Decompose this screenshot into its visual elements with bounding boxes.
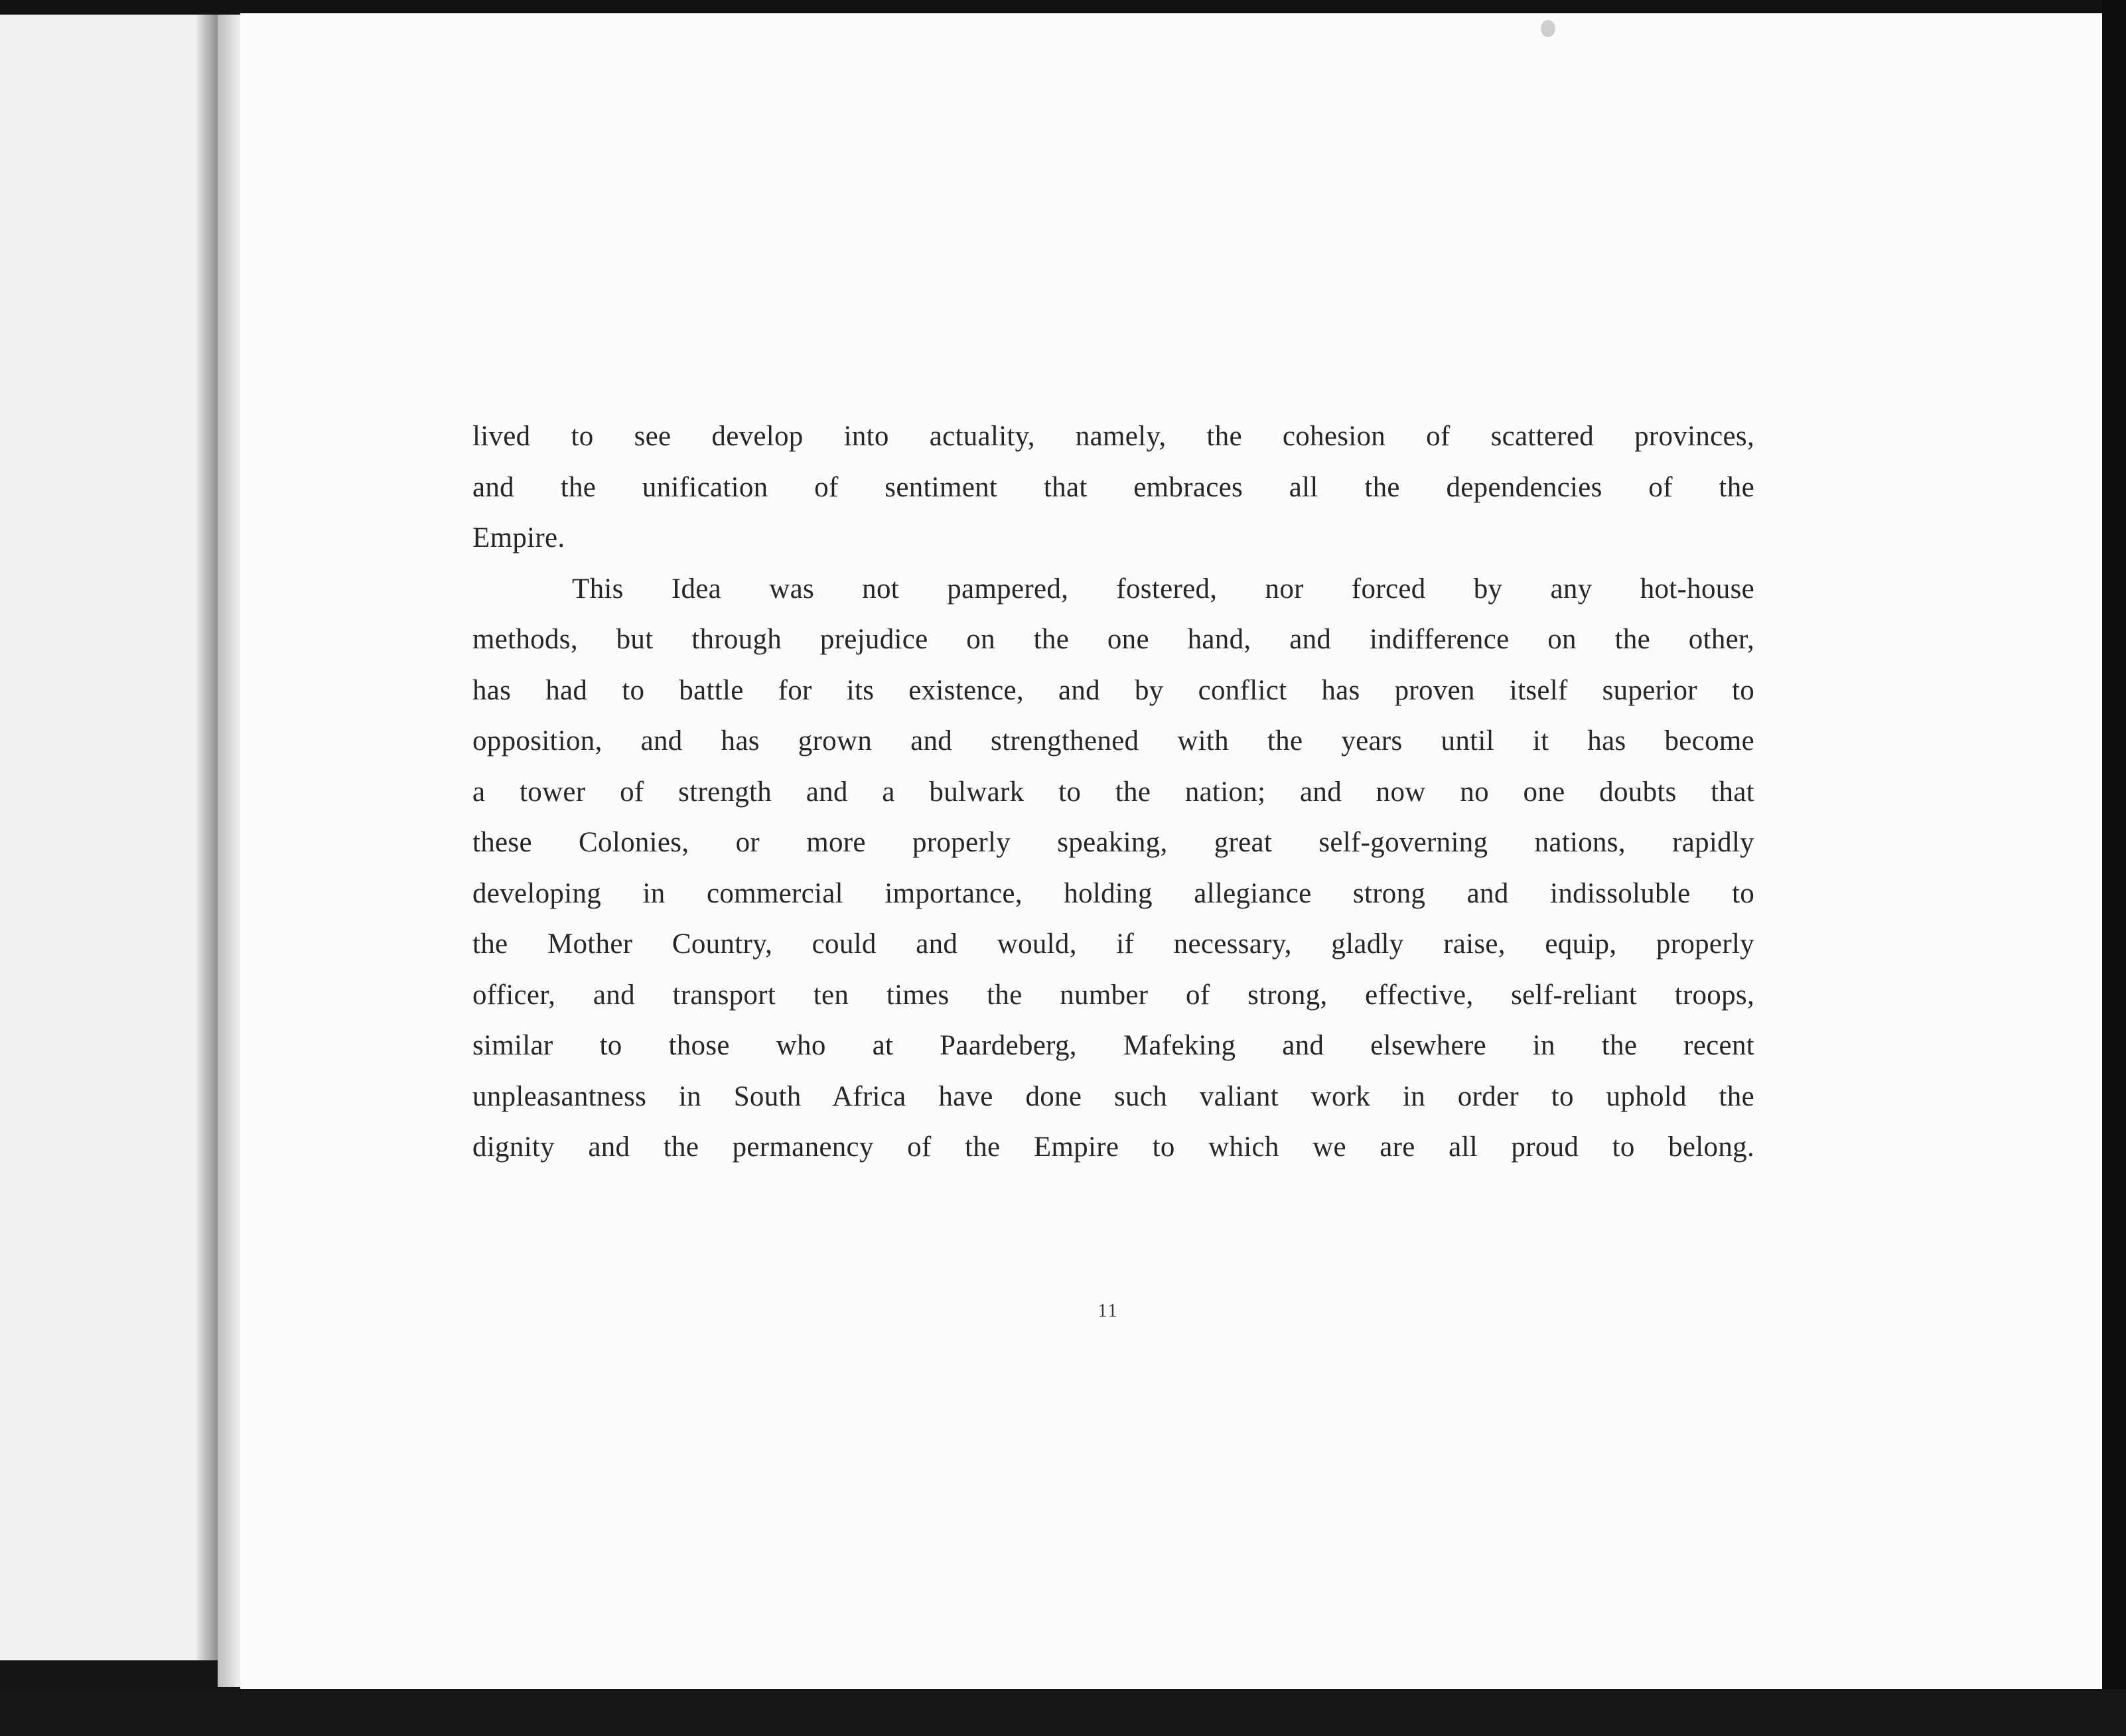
text-line: a tower of strength and a bulwark to the nation; and now no one doubts that (472, 776, 1754, 808)
text-line: lived to see develop into actuality, namely, the cohesion of scattered provinces, (472, 421, 1754, 452)
scan-frame-bottom (0, 1689, 2126, 1736)
paragraph-2 (472, 564, 1754, 1173)
text-line: similar to those who at Paardeberg, Mafeking and elsewhere in the recent (472, 1030, 1754, 1061)
scan-frame-right (2102, 0, 2126, 1736)
body-text (472, 411, 1754, 1173)
text-line: the Mother Country, could and would, if necessary, gladly raise, equip, properly (472, 928, 1754, 960)
text-line: dignity and the permanency of the Empire to which we are all proud to belong. (472, 1131, 1754, 1163)
text-line: opposition, and has grown and strengthened with the years until it has become (472, 725, 1754, 757)
text-line: methods, but through prejudice on the one hand, and indifference on the other, (472, 624, 1754, 655)
text-line: officer, and transport ten times the number of strong, effective, self-reliant troops, (472, 979, 1754, 1011)
text-line: developing in commercial importance, holding allegiance strong and indissoluble to (472, 877, 1754, 909)
text-line: unpleasantness in South Africa have done such valiant work in order to uphold the (472, 1080, 1754, 1112)
scan-speck (1541, 20, 1555, 37)
text-line: and the unification of sentiment that embraces all the dependencies of the (472, 471, 1754, 503)
left-page (0, 15, 212, 1660)
text-line: has had to battle for its existence, and by conflict has proven itself superior to (472, 674, 1754, 706)
left-page-edge-shadow (196, 15, 218, 1660)
page-number: 11 (1098, 1301, 1119, 1321)
text-line: these Colonies, or more properly speaking, great self-governing nations, rapidly (472, 827, 1754, 858)
paragraph-1 (472, 411, 1754, 564)
book-gutter (218, 15, 242, 1687)
text-line: This Idea was not pampered, fostered, nor forced by any hot-house (572, 573, 1754, 605)
text-line: Empire. (472, 522, 565, 553)
